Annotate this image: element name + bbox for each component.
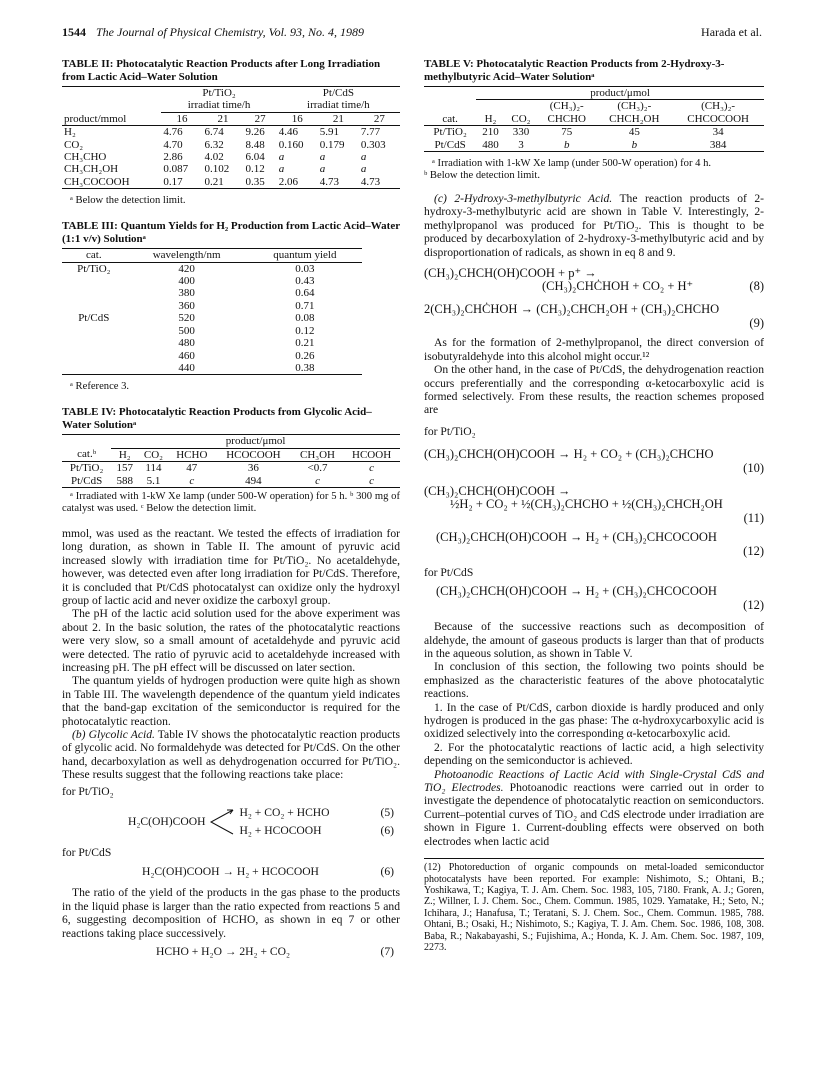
- table2-cell: 0.087: [163, 163, 189, 176]
- equation-number: (6): [380, 824, 394, 838]
- table3-cell: 0.08: [295, 312, 315, 325]
- table5-cell: b: [631, 138, 638, 151]
- table4-group: product/μmol: [111, 435, 400, 448]
- equation: [424, 448, 764, 475]
- table3-cell: 480: [178, 337, 195, 350]
- table3-cell: 420: [178, 262, 195, 275]
- equation-number: (12): [743, 597, 764, 612]
- table3-cell: [62, 337, 126, 349]
- table4-cell: c: [315, 474, 320, 487]
- equation: [424, 485, 764, 525]
- table3-cell: 0.03: [295, 262, 315, 275]
- paragraph-text: The reaction products of 2-hydroxy-3-methylbutyric acid are shown in Table V. Interestingly, 2-methylpropanol was produced for Pt/TiO₂. This is thought to be produced by decarboxylation of 2-hydroxy-3-methylbutyric acid and by disproportionation of radicals, as shown in eq 8 and 9.: [424, 192, 764, 259]
- body-paragraph: mmol, was used as the reactant. We tested the effects of irradiation for long duration, as shown in Table II. The amount of pyruvic acid increased slowly with irradiation time for Pt/TiO₂. No acetaldehyde, however, was detected even after long irradiation for Pt/CdS. Therefore, it is concluded that Pt/CdS photocatalyst can oxidize only the hydroxyl group of lactic acid and never oxidize the carboxyl group.: [62, 526, 400, 607]
- table4-cell: 114: [145, 462, 162, 475]
- table-row: [62, 312, 362, 324]
- equation: [62, 865, 400, 880]
- equation-text: HCHO + H₂O → 2H₂ + CO₂: [156, 945, 291, 959]
- table2-time: 27: [254, 112, 266, 125]
- equation: [424, 585, 764, 612]
- table3-cell: [62, 350, 126, 362]
- equation-products: [239, 804, 329, 840]
- table5-cell: 480: [482, 138, 499, 151]
- table2-product: CH₃CHO: [64, 151, 107, 164]
- table3-cell: 0.43: [295, 275, 315, 288]
- table4-cell: 157: [116, 462, 133, 475]
- equation-branch: [62, 802, 400, 842]
- condition-label: for Pt/TiO₂: [424, 424, 476, 438]
- equation-text: H₂C(OH)COOH → H₂ + HCOCOOH: [142, 865, 319, 879]
- journal-citation: The Journal of Physical Chemistry, Vol. 93, No. 4, 1989: [96, 25, 364, 39]
- condition-label: for Pt/TiO₂: [62, 784, 114, 798]
- table3-cell: 460: [178, 349, 195, 362]
- equation-numbers: [380, 804, 394, 840]
- table4-header: H₂: [118, 448, 131, 461]
- table2: [62, 86, 400, 189]
- page-number: 1544: [62, 25, 86, 39]
- table2-cell: a: [360, 163, 367, 176]
- table4-header: HCOCOOH: [226, 448, 281, 461]
- table4-cell: Pt/CdS: [71, 474, 103, 487]
- equation-number: (11): [743, 510, 764, 525]
- table5-header: CO₂: [511, 112, 531, 125]
- condition-label: for Pt/CdS: [62, 846, 112, 860]
- table2-product: CO₂: [64, 138, 84, 151]
- table2-cell: 7.77: [360, 126, 381, 139]
- reference-12: (12) Photoreduction of organic compounds on metal-loaded semiconductor photocatalysts have been reported. For example: Nishimoto, S.; Ohtani, B.; Yoshikawa, T.; Kagiya, T. J. Am. Chem. Soc. 1983, 105, 7180. Frank, A. J.; Goren, Z.; Willner, I. J. Chem. Soc., Chem. Commun. 1985, 1029. Yamatake, H.; Seto, N.; Ichihara, J.; Hanafusa, T.; Teratani, S. J. Chem. Soc., Chem. Commun. 1985, 788. Ohtani, B.; Osaki, H.; Nishimoto, S.; Kagiya, T. J. Am. Chem. Soc. 1986, 108, 308. Baba, R.; Nakabayashi, S.; Fujishima, A.; Honda, K. J. Am. Chem. Soc. 1987, 109, 2273.: [424, 858, 764, 953]
- table2-cell: a: [319, 151, 326, 164]
- table2-cell: 2.86: [163, 151, 183, 164]
- table5-cell: 384: [709, 138, 727, 151]
- table2-group1-sub: irradiat time/h: [161, 99, 276, 112]
- equation-number: (8): [749, 279, 764, 294]
- table2-cell: 0.17: [163, 175, 183, 188]
- body-paragraph: 1. In the case of Pt/CdS, carbon dioxide is hardly produced and only hydrogen is produced in the gas phase: The α-hydroxycarboxylic acid is oxidized selectively into the corresponding α-ketocarboxylic acid.: [424, 700, 764, 741]
- table-row: [62, 163, 400, 175]
- section-heading: (b) Glycolic Acid.: [72, 728, 155, 742]
- table4-footnote: ᵃ Irradiated with 1-kW Xe lamp (under 500-W operation) for 5 h. ᵇ 300 mg of catalyst was used. ᶜ Below the detection limit.: [62, 490, 400, 514]
- equation: [424, 303, 764, 330]
- equation-text: (CH₃)₂CHĊHOH + CO₂ + H⁺: [542, 279, 694, 294]
- table2-cell: 4.02: [204, 151, 224, 164]
- table2-time: 27: [373, 112, 385, 125]
- table2-cell: 6.32: [204, 138, 224, 151]
- right-column: [424, 58, 764, 953]
- body-paragraph: The ratio of the yield of the products in the gas phase to the products in the liquid phase is larger than the ratio expected from reactions 5 and 6, suggesting decomposition of HCHO, as shown in eq 7 or other reactions taking place successively.: [62, 886, 400, 940]
- table2-product: H₂: [64, 126, 76, 139]
- body-paragraph: On the other hand, in the case of Pt/CdS, the dehydrogenation reaction occurs preferentially and the corresponding α-ketocarboxylic acid is formed selectively. From these results, the reaction schemes proposed are: [424, 363, 764, 417]
- table2-cell: 4.46: [278, 126, 298, 139]
- table5-cell: b: [564, 138, 570, 151]
- table-row: [62, 362, 362, 375]
- table2-product: CH₃COCOOH: [64, 175, 130, 188]
- table5-cell: 210: [482, 126, 499, 139]
- table3-cell: [62, 325, 126, 337]
- section-heading: (c) 2-Hydroxy-3-methylbutyric Acid.: [434, 192, 613, 206]
- table5-header: CHCHO: [547, 112, 586, 125]
- table3-cell: 0.26: [295, 349, 315, 362]
- table2-time: 16: [291, 112, 303, 125]
- table2-group1: Pt/TiO₂: [202, 87, 236, 99]
- table4-cell: 47: [186, 462, 198, 475]
- table-row: [62, 300, 362, 312]
- header-left: [62, 26, 364, 39]
- table5-cell: 75: [561, 126, 573, 139]
- table5-footnote: ᵃ Irradiation with 1-kW Xe lamp (under 500-W operation) for 4 h.: [432, 158, 712, 170]
- table3-cell: [62, 287, 126, 299]
- table2-cell: 9.26: [245, 126, 265, 139]
- table2-caption: TABLE II: Photocatalytic Reaction Products after Long Irradiation from Lactic Acid–Water Solution: [62, 58, 381, 83]
- table2-cell: 0.102: [204, 163, 230, 176]
- table3: [62, 248, 362, 375]
- table5-caption: TABLE V: Photocatalytic Reaction Products from 2-Hydroxy-3-methylbutyric Acid–Water Solutionᵃ: [424, 58, 725, 83]
- table2-cell: 6.74: [204, 126, 224, 139]
- table5-header-top: (CH₃)₂-: [701, 100, 736, 113]
- running-header: [62, 26, 762, 42]
- equation-text: (CH₃)₂CHCH(OH)COOH → H₂ + (CH₃)₂CHCOCOOH: [436, 584, 717, 599]
- table2-cell: 0.35: [245, 175, 265, 188]
- header-authors: Harada et al.: [701, 25, 762, 39]
- table5-footnote: ᵇ Below the detection limit.: [424, 170, 540, 182]
- table4-header: HCOOH: [352, 448, 392, 461]
- table-row: [62, 337, 362, 349]
- table-row: [62, 176, 400, 189]
- body-paragraph: 2. For the photocatalytic reactions of lactic acid, a high selectivity depending on the semiconductor is achieved.: [424, 740, 764, 768]
- table-row: [424, 139, 764, 152]
- equation-number: (10): [743, 460, 764, 475]
- table3-cell: 0.38: [295, 361, 315, 374]
- condition-label: for Pt/CdS: [424, 565, 474, 579]
- table2-time: 21: [217, 112, 229, 125]
- table2-footnote: ᵃ Below the detection limit.: [70, 195, 186, 207]
- table-row: [62, 126, 400, 139]
- table3-cell: 500: [178, 324, 195, 337]
- equation-line: [424, 280, 764, 297]
- table5-cell: Pt/TiO₂: [433, 126, 467, 139]
- table5-group: product/μmol: [476, 87, 764, 100]
- branch-arrow-icon: [209, 807, 235, 837]
- left-column: [62, 58, 400, 960]
- table-row: [62, 139, 400, 151]
- table2-cell: a: [319, 163, 326, 176]
- equation-product: H₂ + HCOCOOH: [239, 824, 322, 838]
- body-paragraph: The pH of the lactic acid solution used for the above experiment was about 2. In the basic solution, the rates of the photocatalytic reactions were very slow, so a small amount of acetaldehyde and pyruvic acid were detected. The ratio of pyruvic acid to acetaldehyde increased with increasing pH. The pH effect will be discussed on later section.: [62, 607, 400, 674]
- table2-cell: 4.76: [163, 126, 183, 139]
- table3-cell: 360: [178, 299, 195, 312]
- paragraph-text: Photoanodic reactions were carried out in order to investigate the dependence of photocatalytic reaction on semiconductors. Current–potential curves of TiO₂ and CdS electrode under irradiation are shown in Figure 1. Current-doubling effects were observed on both electrodes when lactic acid: [424, 781, 764, 848]
- table2-time: 16: [176, 112, 188, 125]
- section-heading: Photoanodic Reactions of Lactic Acid with Single-Crystal CdS and TiO₂ Electrodes.: [424, 767, 764, 795]
- table4-cell: c: [369, 474, 375, 487]
- table2-cell: 4.73: [319, 175, 340, 188]
- body-paragraph: [62, 728, 400, 782]
- table5-header: CHCH₂OH: [609, 112, 660, 125]
- table2-group2: Pt/CdS: [322, 87, 354, 99]
- table4-cell: c: [369, 462, 375, 475]
- body-paragraph: As for the formation of 2-methylpropanol, the direct conversion of isobutyraldehyde into this alcohol might occur.¹²: [424, 336, 764, 363]
- table4-header: CH₃OH: [300, 448, 336, 461]
- table3-cell: Pt/TiO₂: [77, 262, 111, 275]
- table5-cell: 3: [518, 138, 524, 151]
- body-paragraph: Because of the successive reactions such as decomposition of aldehyde, the amount of gaseous products is larger than that of products in the aqueous solution, as shown in Table V.: [424, 620, 764, 660]
- body-paragraph: [424, 192, 764, 259]
- table4-cell: 494: [245, 474, 262, 487]
- table-row: [62, 350, 362, 362]
- table3-cell: 0.71: [295, 299, 315, 312]
- table3-cell: 0.12: [295, 324, 315, 337]
- table2-cell: 2.06: [278, 175, 298, 188]
- equation-number: (12): [743, 543, 764, 558]
- table2-cell: a: [360, 151, 367, 164]
- equation-text: (CH₃)₂CHCH(OH)COOH → H₂ + (CH₃)₂CHCOCOOH: [436, 530, 717, 545]
- table5-cell: 330: [512, 126, 530, 139]
- table5-header: cat.: [442, 112, 458, 125]
- table2-cell: 4.73: [360, 175, 381, 188]
- body-paragraph: [424, 768, 764, 848]
- table3-cell: Pt/CdS: [78, 312, 110, 325]
- table3-cell: [62, 275, 126, 287]
- table2-cell: 6.04: [245, 151, 265, 164]
- table-row: [62, 151, 400, 163]
- table2-cell: 0.21: [204, 175, 224, 188]
- table-row: [62, 287, 362, 299]
- equation-number: (6): [380, 865, 394, 879]
- table4-header: cat.ᵇ: [77, 448, 97, 461]
- table2-cell: a: [278, 151, 285, 164]
- table2-cell: a: [278, 163, 285, 176]
- equation-text: ½H₂ + CO₂ + ½(CH₃)₂CHCHO + ½(CH₃)₂CHCH₂OH: [450, 497, 723, 512]
- table-row: [62, 262, 362, 275]
- table5-header: CHCOCOOH: [687, 112, 749, 125]
- equation-reactant: H₂C(OH)COOH: [128, 815, 206, 829]
- equation-text: (CH₃)₂CHCH(OH)COOH →: [424, 483, 571, 498]
- table3-header: cat.: [86, 249, 102, 262]
- table-row: [62, 275, 362, 287]
- table4-cell: c: [189, 474, 195, 487]
- table2-cell: 4.70: [163, 138, 183, 151]
- table5: [424, 86, 764, 152]
- table5-cell: Pt/CdS: [434, 138, 466, 151]
- table3-header: quantum yield: [273, 249, 337, 262]
- table5-header: H₂: [484, 112, 497, 125]
- table3-caption: TABLE III: Quantum Yields for H₂ Production from Lactic Acid–Water (1:1 v/v) Solutionᵃ: [62, 220, 400, 245]
- table4-cell: Pt/TiO₂: [69, 462, 104, 475]
- table2-group2-sub: irradiat time/h: [277, 99, 400, 112]
- table3-header: wavelength/nm: [152, 249, 221, 262]
- table3-cell: [62, 300, 126, 312]
- table4-header: HCHO: [176, 448, 208, 461]
- table3-cell: 440: [178, 361, 195, 374]
- equation-number: (5): [380, 806, 394, 820]
- table2-time: 21: [332, 112, 344, 125]
- table4-cell: 36: [247, 462, 259, 475]
- equation-product: H₂ + CO₂ + HCHO: [239, 806, 330, 820]
- table3-cell: 0.64: [295, 287, 315, 300]
- table5-cell: 45: [628, 126, 640, 139]
- table4-caption: TABLE IV: Photocatalytic Reaction Products from Glycolic Acid–Water Solutionᵃ: [62, 406, 372, 431]
- table2-cell: 8.48: [245, 138, 265, 151]
- table5-header-top: (CH₃)₂-: [549, 100, 584, 113]
- table2-cell: 0.160: [278, 138, 304, 151]
- equation-text: 2(CH₃)₂CHĊHOH → (CH₃)₂CHCH₂OH + (CH₃)₂CHCHO: [424, 302, 720, 317]
- table4-header: CO₂: [143, 448, 163, 461]
- table-row: [62, 475, 400, 488]
- equation: [424, 267, 764, 297]
- table2-cell: 0.179: [319, 138, 345, 151]
- table4-cell: 5.1: [146, 474, 161, 487]
- equation-text: (CH₃)₂CHCH(OH)COOH → H₂ + CO₂ + (CH₃)₂CHCHO: [424, 447, 714, 462]
- equation: [62, 945, 400, 960]
- table4-cell: 588: [116, 474, 133, 487]
- table3-cell: 0.21: [295, 337, 315, 350]
- table5-cell: 34: [712, 126, 724, 139]
- table2-row-header: product/mmol: [64, 112, 127, 125]
- table3-cell: 520: [178, 312, 195, 325]
- table-row: [62, 462, 400, 475]
- table2-cell: 0.12: [245, 163, 265, 176]
- table3-cell: [62, 362, 126, 375]
- table5-header-top: (CH₃)₂-: [617, 100, 652, 113]
- table-row: [62, 325, 362, 337]
- equation: [424, 531, 764, 558]
- table2-product: CH₃CH₂OH: [64, 163, 119, 176]
- table3-footnote: ᵃ Reference 3.: [70, 381, 130, 393]
- equation-number: (7): [380, 945, 394, 959]
- body-paragraph: In conclusion of this section, the following two points should be emphasized as the characteristic features of the above photocatalytic reactions.: [424, 660, 764, 701]
- equation-number: (9): [749, 315, 764, 330]
- table-row: [424, 126, 764, 139]
- table3-cell: 400: [178, 275, 195, 288]
- table4-cell: <0.7: [307, 462, 328, 475]
- table3-cell: 380: [178, 287, 195, 300]
- table2-cell: 5.91: [319, 126, 340, 139]
- paragraph-text: Table IV shows the photocatalytic reaction products of glycolic acid. No formaldehyde was detected for Pt/CdS. On the other hand, decarboxylation as well as dehydrogenation occurred for Pt/TiO₂. These results suggest that the following reactions take place:: [62, 728, 400, 782]
- table2-cell: 0.303: [360, 138, 386, 151]
- table4: [62, 434, 400, 488]
- body-paragraph: The quantum yields of hydrogen production were quite high as shown in Table III. The wavelength dependence of the quantum yield indicates that the band-gap excitation of the semiconductor is required for the photocatalytic reaction.: [62, 674, 400, 728]
- equation-text: (CH₃)₂CHCH(OH)COOH + p⁺ →: [424, 266, 597, 281]
